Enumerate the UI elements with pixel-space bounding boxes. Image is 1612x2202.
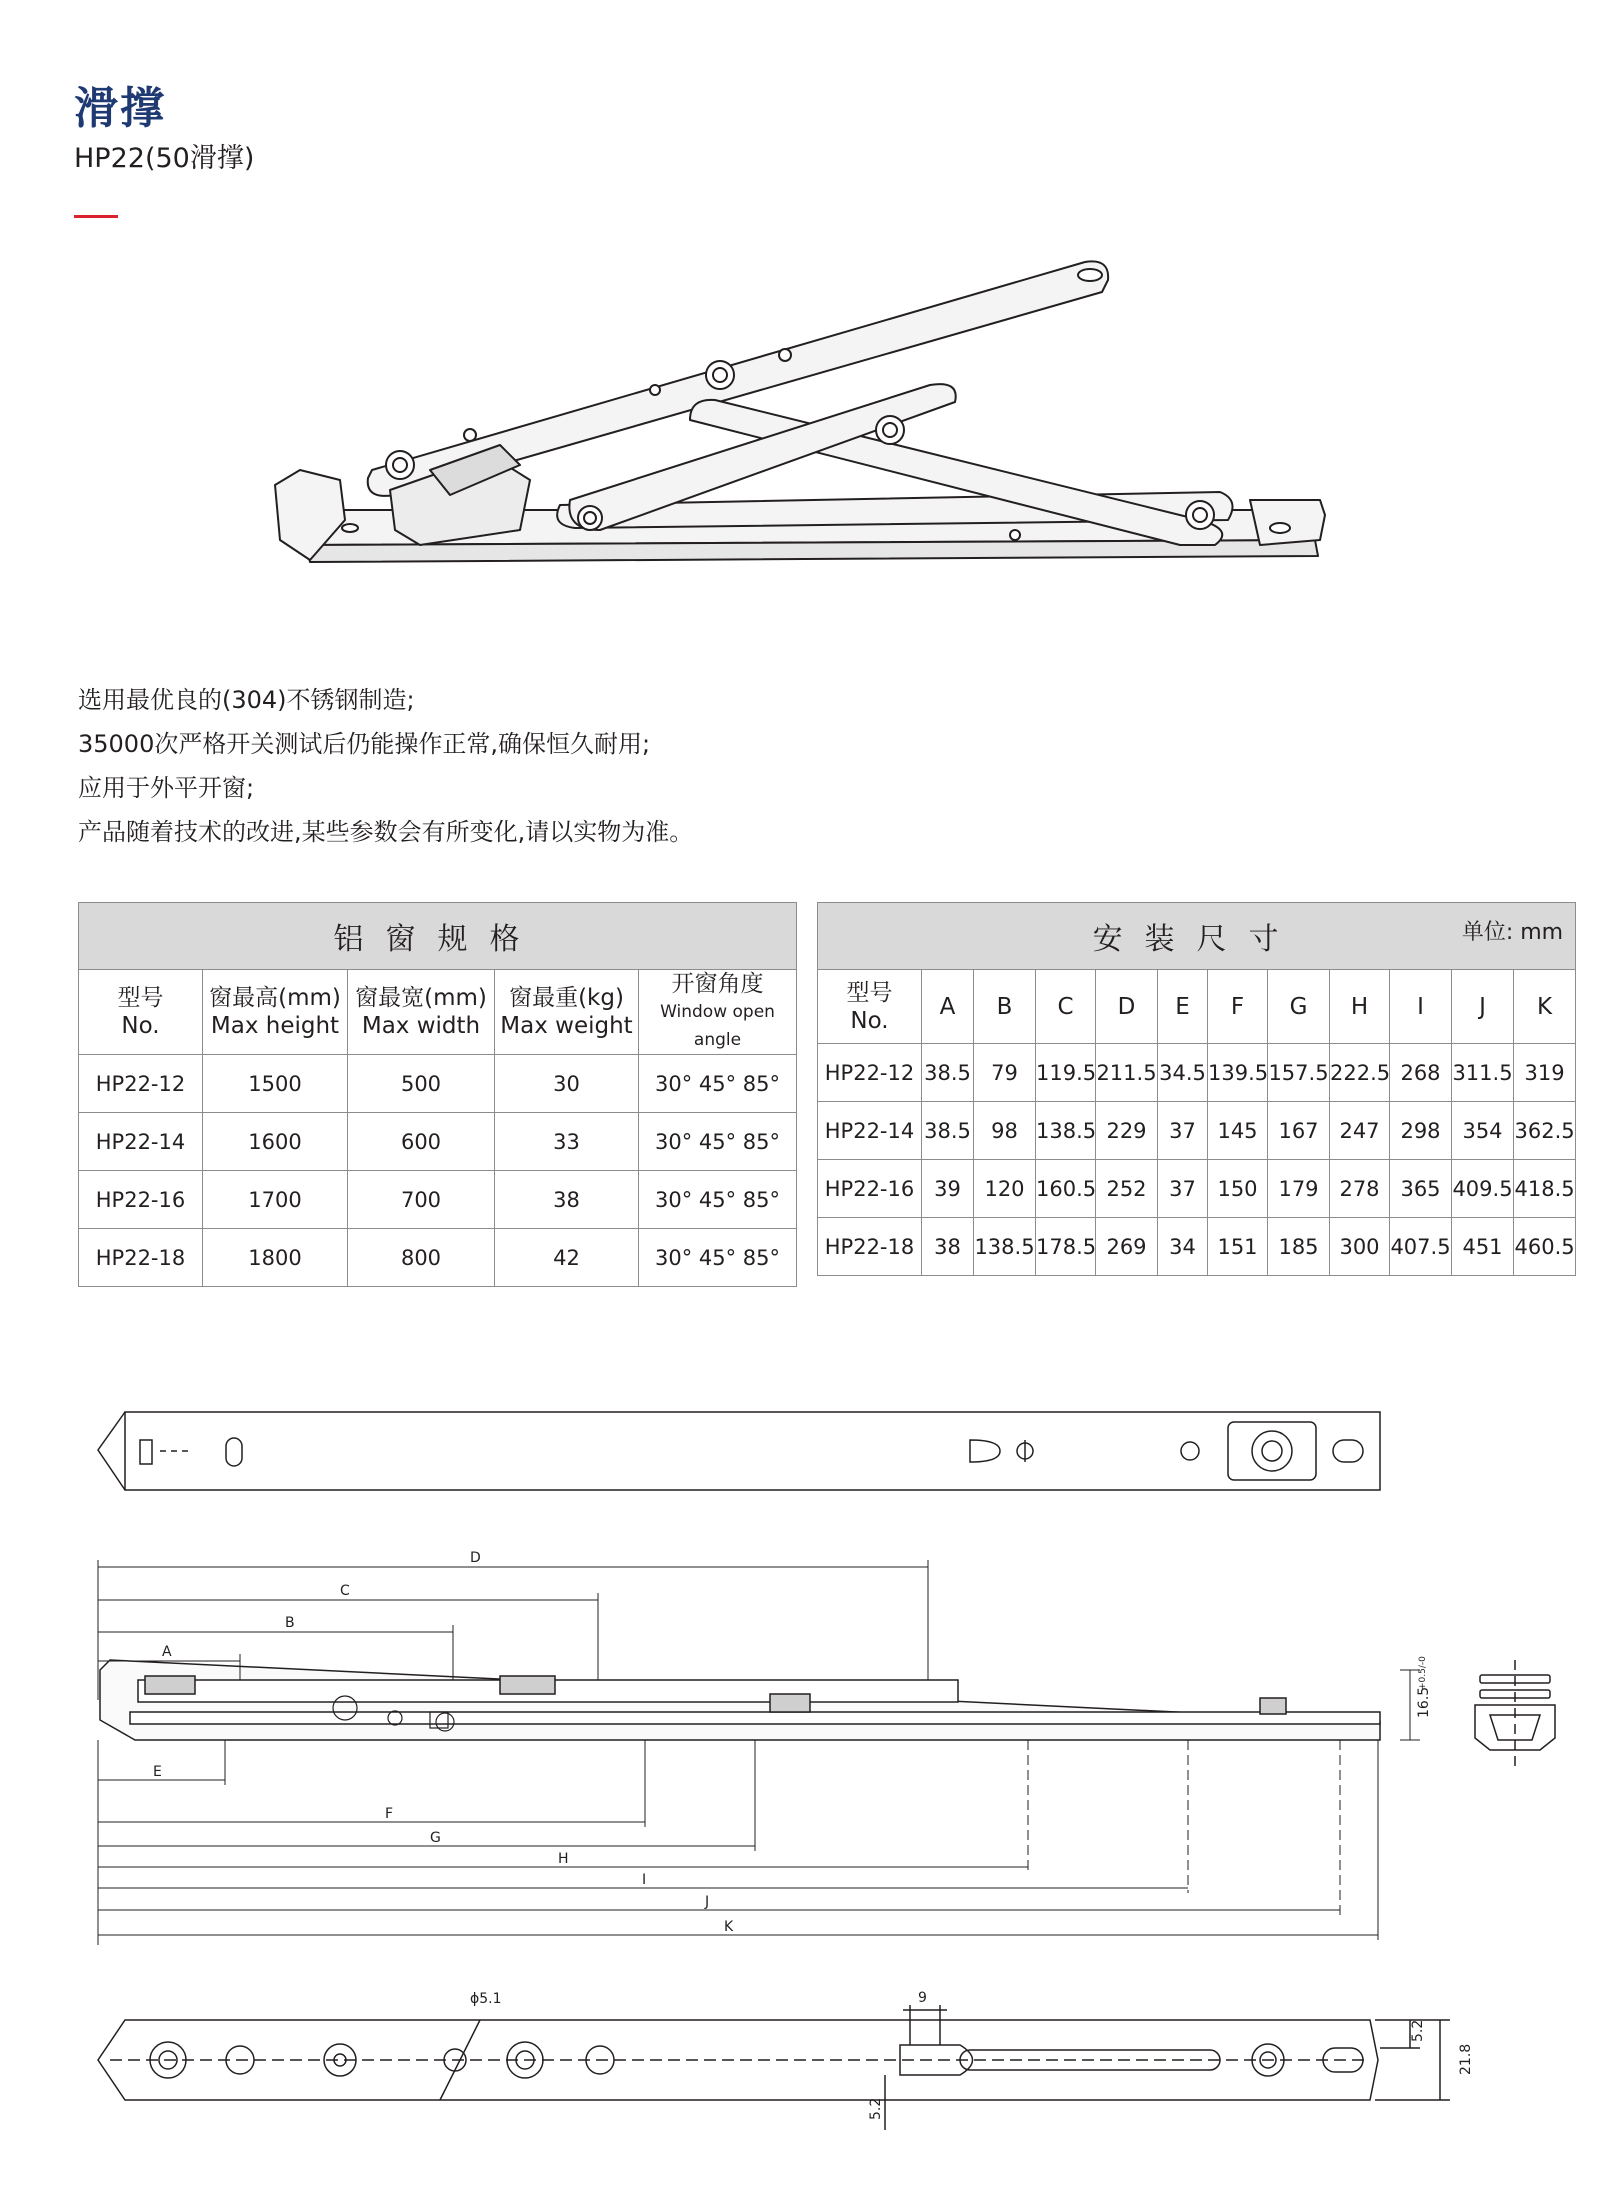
- edge-dim-bottom: 5.2: [868, 2097, 884, 2120]
- product-illustration: [0, 0, 1612, 700]
- size-table-title: 安装尺寸 单位: mm: [818, 903, 1576, 970]
- feature-item: 选用最优良的(304)不锈钢制造;: [78, 686, 415, 714]
- spec-header: 窗最高(mm) Max height: [203, 970, 348, 1055]
- size-cell: 319: [1514, 1044, 1576, 1102]
- size-cell: 38: [922, 1218, 974, 1276]
- size-cell: 119.5: [1036, 1044, 1096, 1102]
- dim-label: I: [642, 1872, 647, 1888]
- table-row: [818, 1218, 1576, 1276]
- size-cell: 34: [1158, 1218, 1208, 1276]
- spec-header: 窗最重(kg) Max weight: [495, 970, 639, 1055]
- spec-table-title: 铝窗规格: [79, 903, 797, 970]
- size-cell: 365: [1390, 1160, 1452, 1218]
- feature-item: 应用于外平开窗;: [78, 774, 255, 802]
- size-header: D: [1096, 970, 1158, 1044]
- slot-width: 9: [918, 1990, 927, 2006]
- table-row: HP22-14 1600 600 33 30° 45° 85°: [79, 1113, 797, 1171]
- dim-label: G: [430, 1830, 441, 1846]
- size-cell: 418.5: [1514, 1160, 1576, 1218]
- size-cell: 229: [1096, 1102, 1158, 1160]
- height-tolerance: +0.5/-0: [1418, 1656, 1428, 1690]
- table-row: [818, 1160, 1576, 1218]
- size-header: H: [1330, 970, 1390, 1044]
- size-cell: 79: [974, 1044, 1036, 1102]
- size-cell: 278: [1330, 1160, 1390, 1218]
- size-cell: 211.5: [1096, 1044, 1158, 1102]
- size-cell: 39: [922, 1160, 974, 1218]
- size-table: [817, 902, 1576, 1276]
- size-cell: 354: [1452, 1102, 1514, 1160]
- product-model: HP22(50滑撑): [74, 143, 255, 174]
- size-cell: 151: [1208, 1218, 1268, 1276]
- size-cell: 34.5: [1158, 1044, 1208, 1102]
- table-row: HP22-18 1800 800 42 30° 45° 85°: [79, 1229, 797, 1287]
- size-cell: 167: [1268, 1102, 1330, 1160]
- size-cell: 37: [1158, 1160, 1208, 1218]
- dim-label: E: [153, 1764, 162, 1780]
- size-header: C: [1036, 970, 1096, 1044]
- size-cell: 222.5: [1330, 1044, 1390, 1102]
- size-cell: 120: [974, 1160, 1036, 1218]
- model-cell: HP22-16: [818, 1160, 922, 1218]
- total-width-dim: 21.8: [1458, 2043, 1474, 2075]
- size-cell: 38.5: [922, 1044, 974, 1102]
- page-title: 滑撑: [74, 83, 166, 134]
- table-row: [818, 1044, 1576, 1102]
- spec-header: 开窗角度 Window open angle: [639, 970, 797, 1055]
- dim-label: B: [285, 1615, 295, 1631]
- size-header: I: [1390, 970, 1452, 1044]
- size-header: J: [1452, 970, 1514, 1044]
- spec-header: 型号 No.: [79, 970, 203, 1055]
- table-row: [818, 1102, 1576, 1160]
- size-cell: 98: [974, 1102, 1036, 1160]
- dim-label: C: [340, 1583, 350, 1599]
- feature-item: 35000次严格开关测试后仍能操作正常,确保恒久耐用;: [78, 730, 651, 758]
- size-cell: 138.5: [1036, 1102, 1096, 1160]
- size-cell: 145: [1208, 1102, 1268, 1160]
- feature-list: [78, 678, 693, 854]
- size-cell: 138.5: [974, 1218, 1036, 1276]
- size-cell: 37: [1158, 1102, 1208, 1160]
- size-cell: 268: [1390, 1044, 1452, 1102]
- model-cell: HP22-12: [818, 1044, 922, 1102]
- size-cell: 407.5: [1390, 1218, 1452, 1276]
- size-cell: 247: [1330, 1102, 1390, 1160]
- size-header: E: [1158, 970, 1208, 1044]
- edge-dim-top: 5.2: [1410, 2019, 1426, 2042]
- size-cell: 311.5: [1452, 1044, 1514, 1102]
- hole-diameter: ϕ5.1: [470, 1991, 502, 2007]
- size-header: B: [974, 970, 1036, 1044]
- size-cell: 451: [1452, 1218, 1514, 1276]
- size-header: 型号 No.: [818, 970, 922, 1044]
- size-cell: 38.5: [922, 1102, 974, 1160]
- size-cell: 362.5: [1514, 1102, 1576, 1160]
- dim-label: K: [724, 1919, 734, 1935]
- size-cell: 252: [1096, 1160, 1158, 1218]
- spec-table: [78, 902, 797, 1287]
- size-cell: 185: [1268, 1218, 1330, 1276]
- size-cell: 150: [1208, 1160, 1268, 1218]
- size-cell: 269: [1096, 1218, 1158, 1276]
- dim-label: D: [470, 1550, 481, 1566]
- model-cell: HP22-14: [818, 1102, 922, 1160]
- size-header: K: [1514, 970, 1576, 1044]
- size-header: A: [922, 970, 974, 1044]
- dim-label: F: [385, 1806, 394, 1822]
- size-cell: 298: [1390, 1102, 1452, 1160]
- size-header: G: [1268, 970, 1330, 1044]
- dim-label: H: [558, 1851, 569, 1867]
- dim-label: A: [162, 1644, 172, 1660]
- spec-header: 窗最宽(mm) Max width: [348, 970, 495, 1055]
- table-row: HP22-16 1700 700 38 30° 45° 85°: [79, 1171, 797, 1229]
- feature-item: 产品随着技术的改进,某些参数会有所变化,请以实物为准。: [78, 818, 694, 846]
- model-cell: HP22-18: [818, 1218, 922, 1276]
- size-cell: 178.5: [1036, 1218, 1096, 1276]
- size-cell: 409.5: [1452, 1160, 1514, 1218]
- size-cell: 157.5: [1268, 1044, 1330, 1102]
- size-cell: 160.5: [1036, 1160, 1096, 1218]
- size-cell: 300: [1330, 1218, 1390, 1276]
- size-header: F: [1208, 970, 1268, 1044]
- size-cell: 179: [1268, 1160, 1330, 1218]
- size-cell: 460.5: [1514, 1218, 1576, 1276]
- table-row: HP22-12 1500 500 30 30° 45° 85°: [79, 1055, 797, 1113]
- dim-label: J: [705, 1894, 710, 1910]
- height-dim: 16.5: [1416, 1686, 1432, 1718]
- size-cell: 139.5: [1208, 1044, 1268, 1102]
- unit-label: 单位: mm: [1461, 920, 1564, 945]
